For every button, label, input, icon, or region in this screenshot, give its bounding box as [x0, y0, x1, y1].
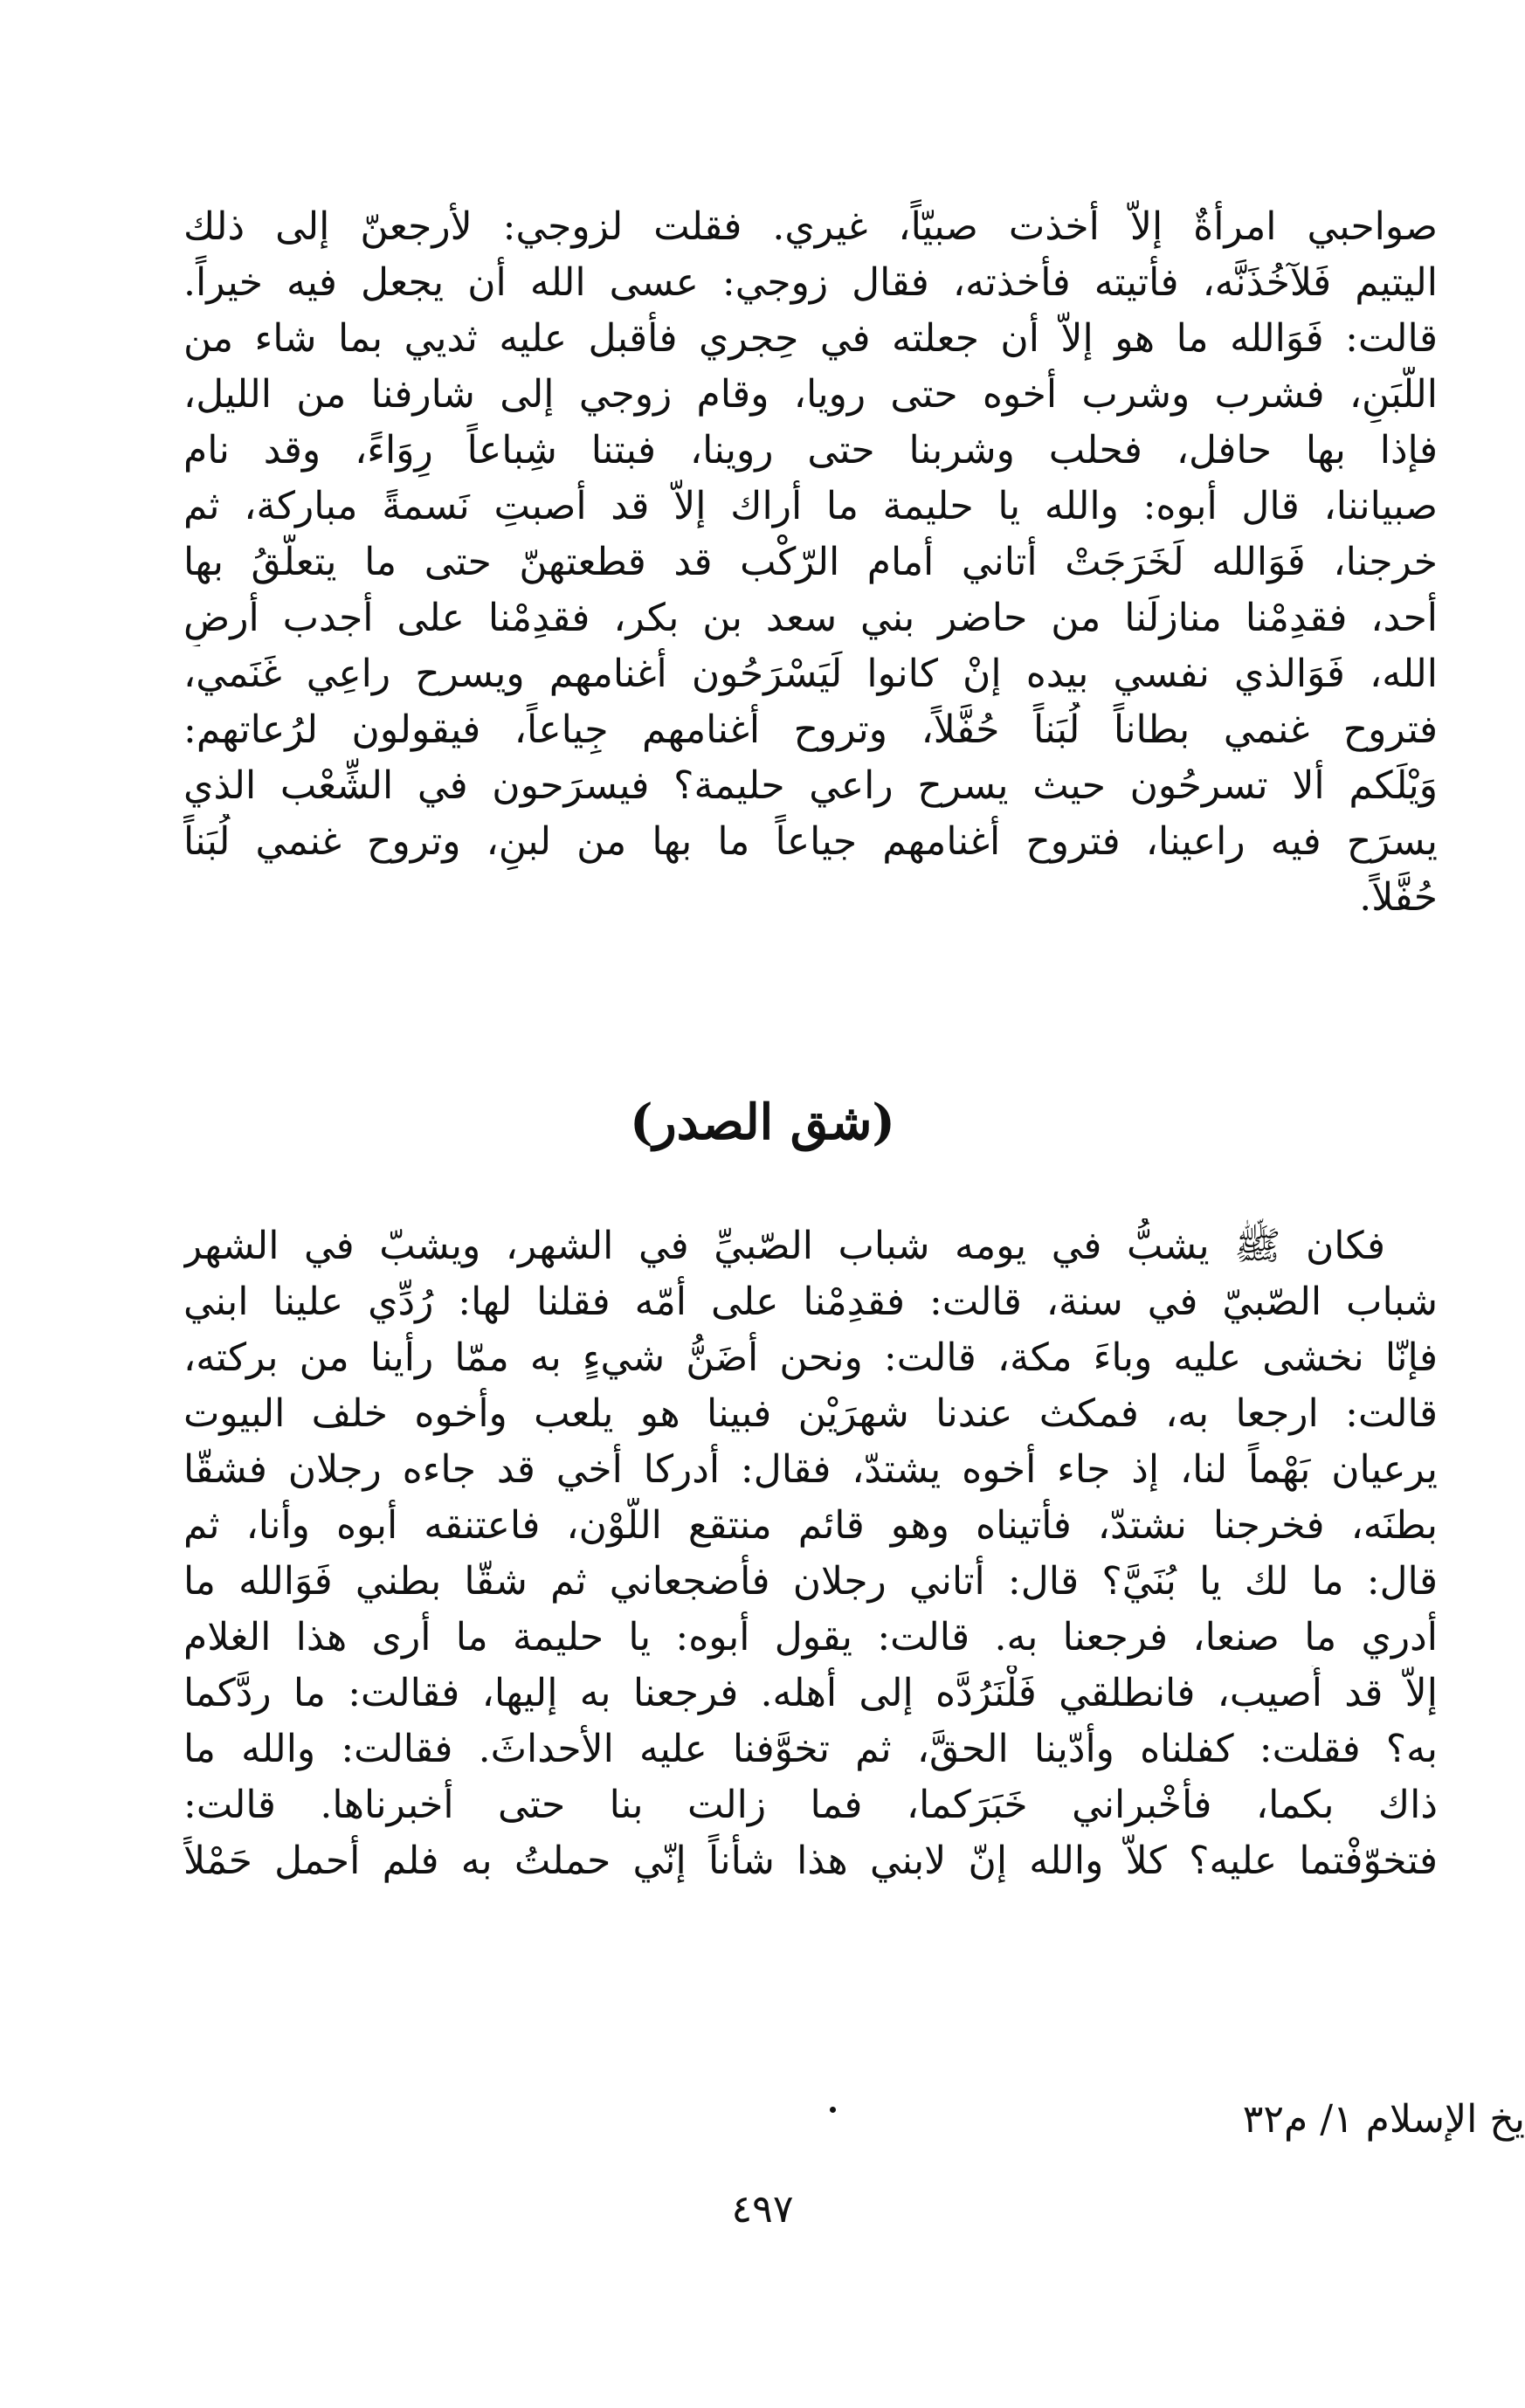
page-number: ٤٩٧	[731, 2187, 794, 2232]
text-line: به؟ فقلت: كفلناه وأدّينا الحقَّ، ثم تخوَّفنا عليه الأحداثَ. فقالت: والله ما	[183, 1727, 1438, 1771]
text-line: اللَّبَنِ، فشرب وشرب أخوه حتى رويا، وقام زوجي إلى شارفنا من الليل،	[183, 372, 1438, 417]
text-line: الله، فَوَالذي نفسي بيده إنْ كانوا لَيَسْرَحُون أغنامهم ويسرح راعِي غَنَمي،	[183, 652, 1438, 696]
text-line: قالت: فَوَالله ما هو إلاّ أن جعلته في حِجري فأقبل عليه ثديي بما شاء من	[183, 316, 1438, 361]
text-line: قال: ما لك يا بُنَيَّ؟ قال: أتاني رجلان فأضجعاني ثم شقّا بطني فَوَالله ما	[183, 1559, 1438, 1604]
text-line: صواحبي امرأةٌ إلاّ أخذت صبيّاً، غيري. فقلت لزوجي: لأرجعنّ إلى ذلك	[183, 204, 1438, 249]
text-line: وَيْلَكم ألا تسرحُون حيث يسرح راعي حليمة؟ فيسرَحون في الشِّعْب الذي	[183, 763, 1438, 808]
text-line: حُفَّلاً.	[1359, 875, 1438, 920]
text-line: شباب الصّبيّ في سنة، قالت: فقدِمْنا على أمّه فقلنا لها: رُدِّي علينا ابني	[183, 1280, 1438, 1324]
text-line: قالت: ارجعا به، فمكث عندنا شهرَيْن فبينا هو يلعب وأخوه خلف البيوت	[183, 1391, 1438, 1436]
text-line: اليتيم فَلآخُذَنَّه، فأتيته فأخذته، فقال زوجي: عسى الله أن يجعل فيه خيراً.	[183, 260, 1438, 305]
footer-dot	[830, 2107, 836, 2113]
paragraph-1	[183, 199, 1438, 926]
text-line: أحد، فقدِمْنا منازلَنا من حاضر بني سعد بن بكر، فقدِمْنا على أجدب أرضِ	[183, 596, 1438, 640]
text-line: ذاك بكما، فأخْبراني خَبَرَكما، فما زالت بنا حتى أخبرناها. قالت:	[183, 1783, 1438, 1827]
text-line: يرعيان بَهْماً لنا، إذ جاء أخوه يشتدّ، فقال: أدركا أخي قد جاءه رجلان فشقّا	[183, 1447, 1438, 1492]
text-line: صبياننا، قال أبوه: والله يا حليمة ما أراك إلاّ قد أصبتِ نَسمةً مباركة، ثم	[183, 484, 1438, 528]
text-line: فإذا بها حافل، فحلب وشربنا حتى روينا، فبتنا شِباعاً رِوَاءً، وقد نام	[183, 428, 1438, 473]
text-line: إلاّ قد أُصيب، فانطلقي فَلْنَرُدَّه إلى أهله. فرجعنا به إليها، فقالت: ما ردَّكما	[183, 1671, 1438, 1715]
paragraph-2	[183, 1218, 1438, 1889]
text-line: فكان ﷺ يشبُّ في يومه شباب الصّبيِّ في الشهر، ويشبّ في الشهر	[183, 1224, 1385, 1268]
text-line: أدري ما صنعا، فرجعنا به. قالت: يقول أبوه: يا حليمة ما أرى هذا الغلام	[183, 1615, 1438, 1659]
section-heading: (شق الصدر)	[630, 1094, 895, 1151]
footer-source-note: يخ الإسلام ١/ م٣٢	[1242, 2097, 1525, 2142]
text-line: يسرَح فيه راعينا، فتروح أغنامهم جياعاً ما بها من لبنٍ، وتروح غنمي لُبَناً	[183, 819, 1438, 864]
text-line: بطنَه، فخرجنا نشتدّ، فأتيناه وهو قائم منتقع اللَّوْن، فاعتنقه أبوه وأنا، ثم	[183, 1503, 1438, 1548]
text-line: فتروح غنمي بطاناً لُبَناً حُفَّلاً، وتروح أغنامهم جِياعاً، فيقولون لرُعاتهم:	[183, 707, 1438, 752]
text-line: خرجنا، فَوَالله لَخَرَجَتْ أتاني أمام الرّكْب قد قطعتهنّ حتى ما يتعلّقُ بها	[183, 540, 1438, 584]
text-line: فتخوّفْتما عليه؟ كلاّ والله إنّ لابني هذا شأناً إنّي حملتُ به فلم أحمل حَمْلاً	[183, 1839, 1438, 1883]
text-line: فإنّا نخشى عليه وباءَ مكة، قالت: ونحن أضَنُّ شيءٍ به ممّا رأينا من بركته،	[183, 1335, 1438, 1380]
